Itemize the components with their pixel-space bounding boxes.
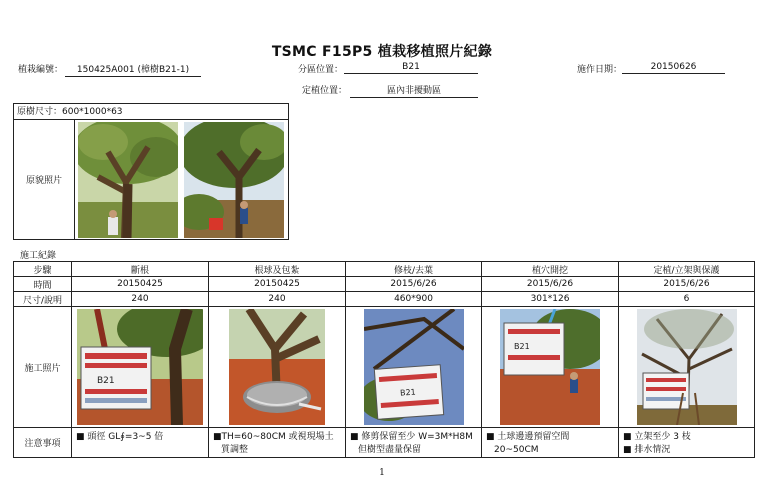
step-row: [14, 262, 755, 277]
note-cell: [619, 428, 755, 458]
size-cell: 240: [72, 292, 209, 307]
tree-number-value: 150425A001 (樟樹B21-1): [65, 62, 201, 77]
note-line: 20~50CM: [494, 445, 539, 455]
note-line: ■TH=60~80CM 或視現場土: [213, 432, 334, 442]
date-value: 20150626: [622, 62, 725, 74]
page-number: 1: [379, 468, 385, 478]
note-line: ■ 修剪保留至少 W=3M*H8M: [350, 432, 473, 442]
construction-photo-pruning: [364, 309, 464, 425]
step-cell: 修枝/去葉: [346, 262, 482, 277]
date-cell: 2015/6/26: [346, 277, 482, 292]
construction-section-label: 施工紀錄: [20, 251, 57, 261]
construction-photo-planting: [637, 309, 737, 425]
original-photo-label: 原貌照片: [14, 120, 75, 239]
construction-photo-root-pruning: [77, 309, 203, 425]
note-line: ■ 排水情況: [623, 445, 671, 455]
note-cell: [346, 428, 482, 458]
photo-cell: [619, 307, 755, 428]
row-label-step: 步驟: [14, 262, 72, 277]
note-line: ■ 頭徑 GL∮=3~5 倍: [76, 432, 164, 442]
zone-label: 分區位置：: [298, 65, 344, 75]
plant-position-label: 定植位置：: [302, 86, 348, 96]
size-cell: 240: [209, 292, 346, 307]
row-label-time: 時間: [14, 277, 72, 292]
step-cell: 植穴開挖: [482, 262, 619, 277]
size-cell: 460*900: [346, 292, 482, 307]
original-photo-1: [78, 122, 178, 238]
date-row: [14, 277, 755, 292]
step-cell: 根球及包紮: [209, 262, 346, 277]
step-cell: 定植/立架與保護: [619, 262, 755, 277]
original-photo-2: [184, 122, 284, 238]
date-cell: 2015/6/26: [619, 277, 755, 292]
note-cell: [209, 428, 346, 458]
photo-cell: [346, 307, 482, 428]
construction-photo-root-ball: [229, 309, 325, 425]
construction-photo-pit-digging: [500, 309, 600, 425]
row-label-size: 尺寸/說明: [14, 292, 72, 307]
size-row: [14, 292, 755, 307]
photo-cell: [482, 307, 619, 428]
size-cell: 6: [619, 292, 755, 307]
notes-row: [14, 428, 755, 458]
original-size-text: 原樹尺寸：600*1000*63: [14, 104, 288, 120]
zone-value: B21: [344, 62, 478, 74]
date-cell: 2015/6/26: [482, 277, 619, 292]
photo-cell: [72, 307, 209, 428]
note-cell: [482, 428, 619, 458]
step-cell: 斷根: [72, 262, 209, 277]
row-label-notes: 注意事項: [14, 428, 72, 458]
note-line: 但樹型盡量保留: [358, 445, 422, 455]
row-label-photo: 施工照片: [14, 307, 72, 428]
board-label-1: B21: [97, 376, 115, 386]
note-line: ■ 立架至少 3 枝: [623, 432, 691, 442]
photo-row: [14, 307, 755, 428]
date-cell: 20150425: [209, 277, 346, 292]
page-title: TSMC F15P5 植栽移植照片紀錄: [271, 44, 493, 60]
photo-cell: [209, 307, 346, 428]
date-label: 施作日期：: [577, 65, 623, 75]
size-cell: 301*126: [482, 292, 619, 307]
note-line: ■ 土球邊邊預留空間: [486, 432, 570, 442]
board-label-3: B21: [399, 387, 416, 398]
construction-table: [13, 261, 755, 458]
plant-position-value: 區內非擾動區: [350, 83, 478, 98]
original-tree-box: [13, 103, 289, 240]
note-cell: [72, 428, 209, 458]
tree-number-label: 植栽編號：: [18, 65, 64, 75]
board-label-4: B21: [514, 342, 530, 351]
note-line: 質調整: [221, 445, 249, 455]
date-cell: 20150425: [72, 277, 209, 292]
